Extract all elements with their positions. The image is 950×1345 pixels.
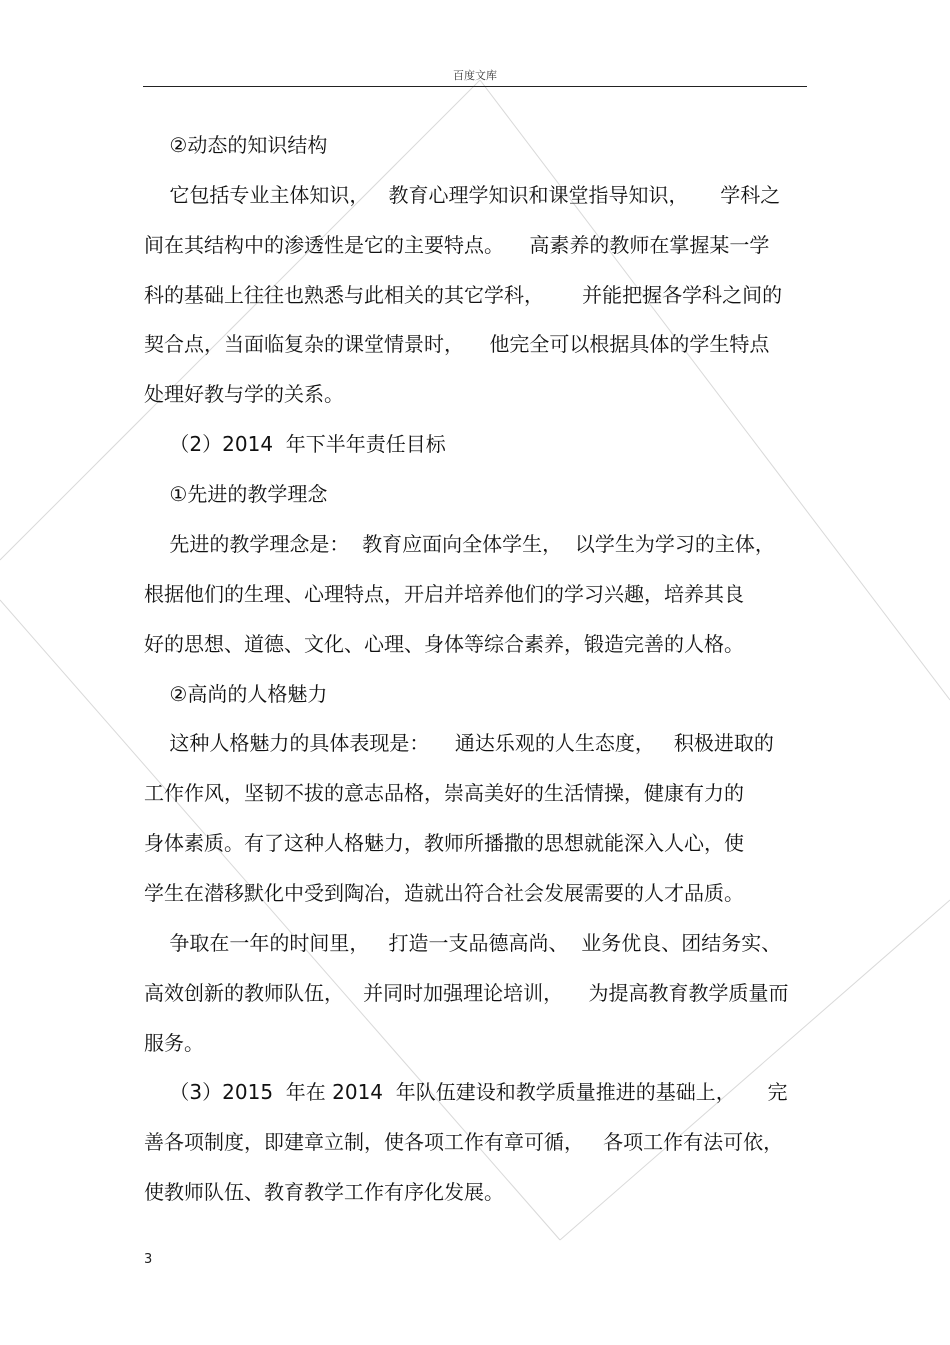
text-line: 工作作风，坚韧不拔的意志品格，崇高美好的生活情操，健康有力的 (144, 781, 744, 805)
text-line: 根据他们的生理、心理特点，开启并培养他们的学习兴趣，培养其良 (144, 582, 744, 606)
text-line: 处理好教与学的关系。 (144, 382, 344, 406)
text-line: ②高尚的人格魅力 (144, 682, 328, 706)
header-title: 百度文库 (453, 69, 497, 82)
text-line: 使教师队伍、教育教学工作有序化发展。 (144, 1180, 504, 1204)
text-line: 这种人格魅力的具体表现是： 通达乐观的人生态度， 积极进取的 (144, 731, 774, 755)
text-line: 契合点，当面临复杂的课堂情景时， 他完全可以根据具体的学生特点 (144, 332, 770, 356)
text-line: 服务。 (144, 1031, 204, 1055)
text-line: 科的基础上往往也熟悉与此相关的其它学科， 并能把握各学科之间的 (144, 283, 783, 307)
text-line: 间在其结构中的渗透性是它的主要特点。 高素养的教师在掌握某一学 (144, 233, 770, 257)
text-line: 高效创新的教师队伍， 并同时加强理论培训， 为提高教育教学质量而 (144, 981, 789, 1005)
text-line: 先进的教学理念是： 教育应面向全体学生， 以学生为学习的主体， (144, 532, 775, 556)
text-line: 好的思想、道德、文化、心理、身体等综合素养，锻造完善的人格。 (144, 632, 744, 656)
text-line: 它包括专业主体知识， 教育心理学知识和课堂指导知识， 学科之 (144, 183, 781, 207)
header-divider (143, 86, 807, 87)
text-line: （3）2015 年在 2014 年队伍建设和教学质量推进的基础上， 完 (144, 1080, 788, 1104)
text-line: （2）2014 年下半年责任目标 (144, 432, 446, 456)
text-line: 学生在潜移默化中受到陶冶，造就出符合社会发展需要的人才品质。 (144, 881, 744, 905)
text-line: ②动态的知识结构 (144, 133, 328, 157)
text-line: ①先进的教学理念 (144, 482, 328, 506)
page-number: 3 (144, 1252, 153, 1267)
text-line: 争取在一年的时间里， 打造一支品德高尚、 业务优良、团结务实、 (144, 931, 782, 955)
text-line: 善各项制度，即建章立制，使各项工作有章可循， 各项工作有法可依， (144, 1130, 784, 1154)
text-line: 身体素质。有了这种人格魅力，教师所播撒的思想就能深入人心，使 (144, 831, 744, 855)
